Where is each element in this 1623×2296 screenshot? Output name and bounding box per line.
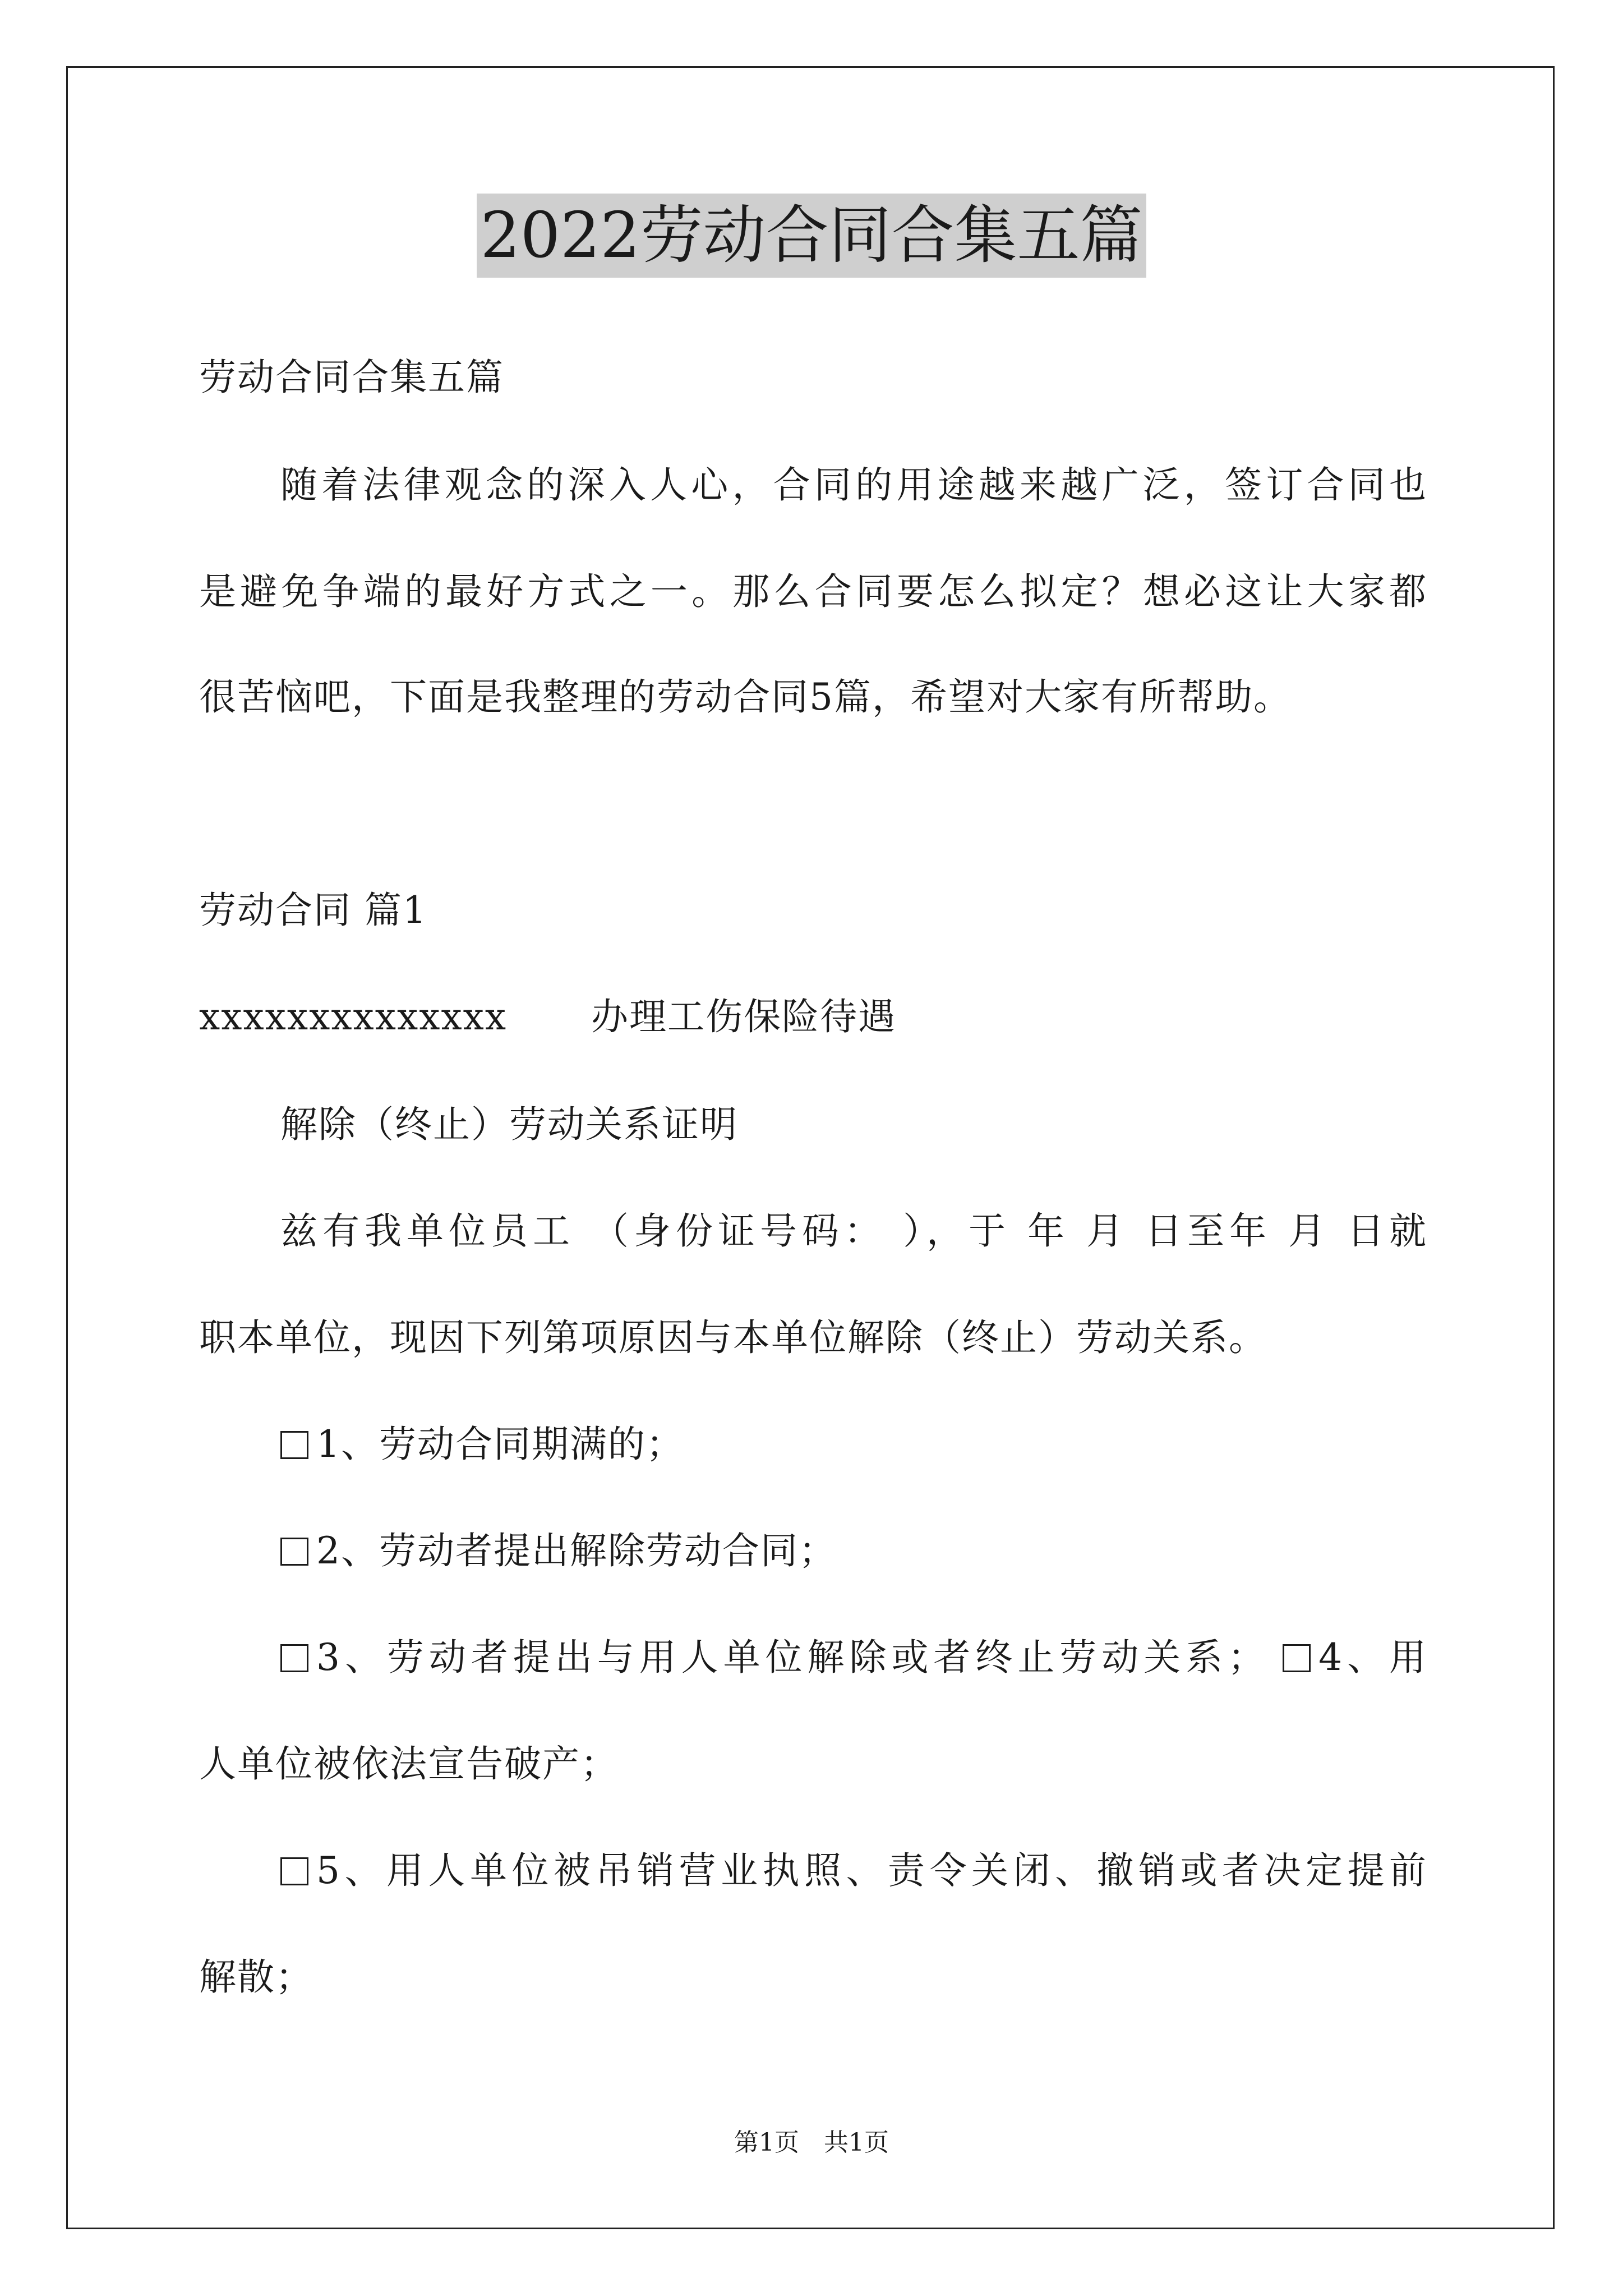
document-subtitle: 劳动合同合集五篇 [199, 356, 504, 399]
checkbox-item-5[interactable] [280, 1857, 308, 1885]
certificate-body-line-2: 职本单位，现因下列第项原因与本单位解除（终止）劳动关系。 [199, 1316, 1267, 1359]
footer-page-number: 第1页 [734, 2128, 799, 2157]
list-item-1-text: 1、劳动合同期满的； [316, 1423, 684, 1466]
page-footer [0, 2126, 1623, 2160]
list-item-5-continuation: 解散； [199, 1955, 313, 1999]
code-placeholder: xxxxxxxxxxxxxx [199, 995, 508, 1038]
title-wrap [0, 194, 1623, 278]
list-item-5 [280, 1846, 1427, 1896]
list-item-3-text: 3、劳动者提出与用人单位解除或者终止劳动关系； [316, 1636, 1266, 1679]
certificate-body-line-1: 兹有我单位员工 （身份证号码： ），于 年 月 日至年 月 日就 [280, 1209, 1427, 1253]
certificate-title: 解除（终止）劳动关系证明 [280, 1103, 738, 1146]
checkbox-item-3[interactable] [280, 1644, 308, 1672]
list-item-4-continuation: 人单位被依法宣告破产； [199, 1742, 619, 1786]
code-line [199, 992, 1427, 1042]
checkbox-item-2[interactable] [280, 1538, 308, 1566]
intro-line-1: 随着法律观念的深入人心，合同的用途越来越广泛，签订合同也 [280, 463, 1427, 507]
section-heading: 劳动合同 篇1 [199, 889, 427, 932]
list-item-4-text-start: 4、用 [1318, 1636, 1427, 1679]
intro-line-3: 很苦恼吧，下面是我整理的劳动合同5篇，希望对大家有所帮助。 [199, 675, 1292, 719]
list-item-3 [280, 1632, 1427, 1683]
footer-total-pages: 共1页 [824, 2128, 889, 2157]
list-item-5-text: 5、用人单位被吊销营业执照、责令关闭、撤销或者决定提前 [316, 1849, 1427, 1892]
list-item-1 [280, 1419, 1427, 1470]
intro-line-2: 是避免争端的最好方式之一。那么合同要怎么拟定？想必这让大家都 [199, 570, 1427, 613]
list-item-2 [280, 1526, 1427, 1576]
list-item-2-text: 2、劳动者提出解除劳动合同； [316, 1529, 837, 1572]
document-title: 2022劳动合同合集五篇 [477, 194, 1146, 278]
checkbox-item-1[interactable] [280, 1431, 308, 1459]
checkbox-item-4[interactable] [1283, 1644, 1311, 1672]
code-line-text: 办理工伤保险待遇 [591, 995, 897, 1038]
